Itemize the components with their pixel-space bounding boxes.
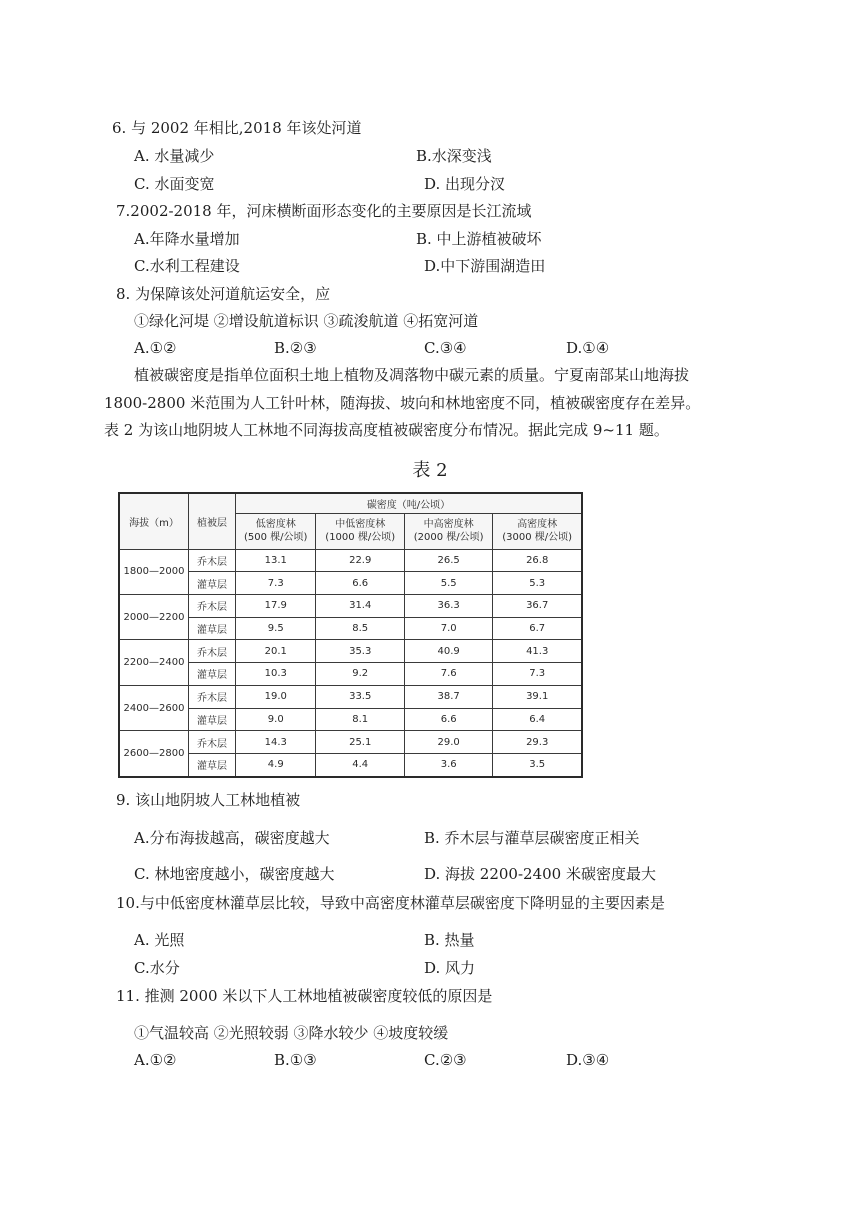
option-11d: D.③④ xyxy=(566,1051,610,1069)
option-6a: A. 水量减少 xyxy=(134,147,215,165)
value-cell: 31.4 xyxy=(316,594,404,617)
value-cell: 3.6 xyxy=(404,753,492,777)
question-8-stem: 8. 为保障该处河道航运安全，应 xyxy=(116,285,331,303)
value-cell: 4.9 xyxy=(236,753,316,777)
question-8-items: ①绿化河堤 ②增设航道标识 ③疏浚航道 ④拓宽河道 xyxy=(134,312,479,330)
value-cell: 7.0 xyxy=(404,617,492,640)
value-cell: 25.1 xyxy=(316,731,404,754)
carbon-density-table xyxy=(118,492,583,778)
value-cell: 13.1 xyxy=(236,549,316,572)
layer-cell: 灌草层 xyxy=(189,708,236,731)
value-cell: 8.5 xyxy=(316,617,404,640)
header-mid-high-density: 中高密度林 (2000 棵/公顷) xyxy=(404,513,492,549)
value-cell: 7.6 xyxy=(404,663,492,686)
option-6b: B.水深变浅 xyxy=(416,147,492,165)
header-carbon-density: 碳密度（吨/公顷） xyxy=(236,493,583,513)
table-row xyxy=(119,617,582,640)
option-7a: A.年降水量增加 xyxy=(134,230,240,248)
value-cell: 41.3 xyxy=(493,640,582,663)
header-high-density: 高密度林 (3000 棵/公顷) xyxy=(493,513,582,549)
header-altitude: 海拔（m） xyxy=(119,493,189,549)
value-cell: 6.4 xyxy=(493,708,582,731)
value-cell: 19.0 xyxy=(236,685,316,708)
option-8a: A.①② xyxy=(134,339,177,357)
layer-cell: 乔木层 xyxy=(189,685,236,708)
passage-line-3: 表 2 为该山地阴坡人工林地不同海拔高度植被碳密度分布情况。据此完成 9~11 题。 xyxy=(104,421,669,439)
value-cell: 20.1 xyxy=(236,640,316,663)
header-layer: 植被层 xyxy=(189,493,236,549)
value-cell: 33.5 xyxy=(316,685,404,708)
table-row xyxy=(119,708,582,731)
layer-cell: 灌草层 xyxy=(189,572,236,595)
question-10-stem: 10.与中低密度林灌草层比较，导致中高密度林灌草层碳密度下降明显的主要因素是 xyxy=(116,894,665,912)
option-9a: A.分布海拔越高，碳密度越大 xyxy=(134,829,330,847)
value-cell: 9.5 xyxy=(236,617,316,640)
value-cell: 29.0 xyxy=(404,731,492,754)
question-9-stem: 9. 该山地阴坡人工林地植被 xyxy=(116,791,301,809)
layer-cell: 灌草层 xyxy=(189,617,236,640)
value-cell: 26.8 xyxy=(493,549,582,572)
value-cell: 17.9 xyxy=(236,594,316,617)
option-7d: D.中下游围湖造田 xyxy=(424,257,546,275)
option-6c: C. 水面变宽 xyxy=(134,175,215,193)
value-cell: 9.2 xyxy=(316,663,404,686)
layer-cell: 乔木层 xyxy=(189,640,236,663)
passage-line-1: 植被碳密度是指单位面积土地上植物及凋落物中碳元素的质量。宁夏南部某山地海拔 xyxy=(134,366,690,384)
altitude-cell: 2400—2600 xyxy=(119,685,189,730)
option-9c: C. 林地密度越小，碳密度越大 xyxy=(134,865,335,883)
layer-cell: 乔木层 xyxy=(189,549,236,572)
option-10c: C.水分 xyxy=(134,959,180,977)
table-row xyxy=(119,731,582,754)
option-7c: C.水利工程建设 xyxy=(134,257,240,275)
table-title: 表 2 xyxy=(412,460,448,481)
value-cell: 40.9 xyxy=(404,640,492,663)
value-cell: 7.3 xyxy=(493,663,582,686)
option-10b: B. 热量 xyxy=(424,931,475,949)
question-11-items: ①气温较高 ②光照较弱 ③降水较少 ④坡度较缓 xyxy=(134,1024,449,1042)
option-10d: D. 风力 xyxy=(424,959,476,977)
value-cell: 38.7 xyxy=(404,685,492,708)
value-cell: 4.4 xyxy=(316,753,404,777)
table-row xyxy=(119,572,582,595)
table-row xyxy=(119,663,582,686)
option-11c: C.②③ xyxy=(424,1051,467,1069)
value-cell: 5.3 xyxy=(493,572,582,595)
table-row xyxy=(119,640,582,663)
layer-cell: 灌草层 xyxy=(189,753,236,777)
option-8d: C.③④ xyxy=(424,339,467,357)
altitude-cell: 2600—2800 xyxy=(119,731,189,777)
altitude-cell: 1800—2000 xyxy=(119,549,189,594)
option-11a: A.①② xyxy=(134,1051,177,1069)
option-9b: B. 乔木层与灌草层碳密度正相关 xyxy=(424,829,640,847)
value-cell: 7.3 xyxy=(236,572,316,595)
header-low-density: 低密度林 (500 棵/公顷) xyxy=(236,513,316,549)
value-cell: 26.5 xyxy=(404,549,492,572)
question-7-stem: 7.2002-2018 年，河床横断面形态变化的主要原因是长江流域 xyxy=(116,202,532,220)
layer-cell: 乔木层 xyxy=(189,594,236,617)
value-cell: 22.9 xyxy=(316,549,404,572)
altitude-cell: 2200—2400 xyxy=(119,640,189,685)
value-cell: 29.3 xyxy=(493,731,582,754)
option-7b: B. 中上游植被破坏 xyxy=(416,230,542,248)
value-cell: 6.6 xyxy=(404,708,492,731)
option-11b: B.①③ xyxy=(274,1051,317,1069)
value-cell: 9.0 xyxy=(236,708,316,731)
layer-cell: 乔木层 xyxy=(189,731,236,754)
option-8d2: D.①④ xyxy=(566,339,610,357)
value-cell: 14.3 xyxy=(236,731,316,754)
value-cell: 3.5 xyxy=(493,753,582,777)
option-10a: A. 光照 xyxy=(134,931,185,949)
table-row xyxy=(119,753,582,777)
value-cell: 8.1 xyxy=(316,708,404,731)
value-cell: 36.7 xyxy=(493,594,582,617)
value-cell: 39.1 xyxy=(493,685,582,708)
altitude-cell: 2000—2200 xyxy=(119,594,189,639)
layer-cell: 灌草层 xyxy=(189,663,236,686)
table-row xyxy=(119,549,582,572)
question-11-stem: 11. 推测 2000 米以下人工林地植被碳密度较低的原因是 xyxy=(116,987,493,1005)
table-row xyxy=(119,594,582,617)
table-row xyxy=(119,685,582,708)
value-cell: 6.6 xyxy=(316,572,404,595)
question-6-stem: 6. 与 2002 年相比,2018 年该处河道 xyxy=(112,119,362,137)
option-6d: D. 出现分汊 xyxy=(424,175,506,193)
passage-line-2: 1800-2800 米范围为人工针叶林，随海拔、坡向和林地密度不同，植被碳密度存在差异。 xyxy=(104,394,701,412)
option-8b: B.②③ xyxy=(274,339,317,357)
value-cell: 5.5 xyxy=(404,572,492,595)
value-cell: 10.3 xyxy=(236,663,316,686)
value-cell: 35.3 xyxy=(316,640,404,663)
header-mid-low-density: 中低密度林 (1000 棵/公顷) xyxy=(316,513,404,549)
option-9d: D. 海拔 2200-2400 米碳密度最大 xyxy=(424,865,656,883)
value-cell: 36.3 xyxy=(404,594,492,617)
value-cell: 6.7 xyxy=(493,617,582,640)
